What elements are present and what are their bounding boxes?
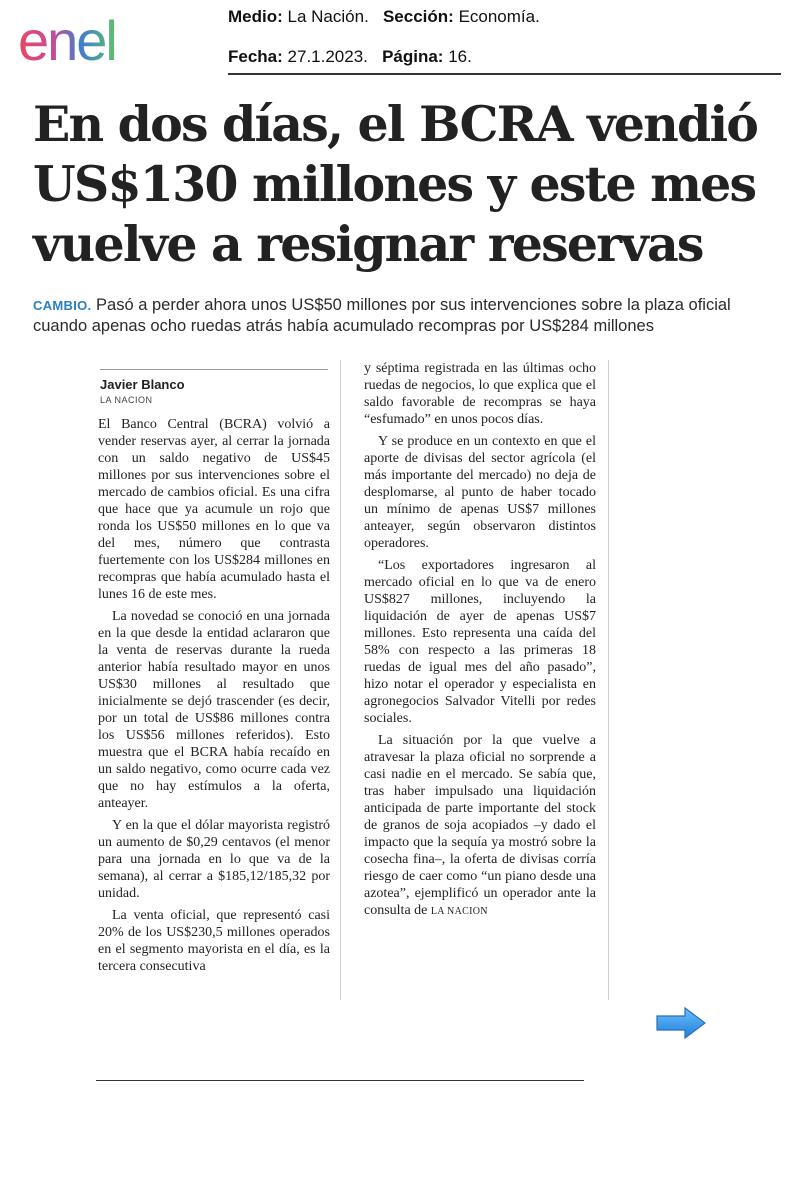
author-agency: LA NACION <box>100 395 153 405</box>
article-column-right <box>364 360 596 925</box>
headline-line-3: vuelve a resignar reservas <box>33 215 703 273</box>
pagina-label: Página: <box>382 47 444 66</box>
paragraph: Y en la que el dólar mayorista registró un aumento de $0,29 centavos (el menor para una jornada en lo que va de la semana), al cerrar a $185,12/185,32 por unidad. <box>98 818 330 901</box>
fecha-value: 27.1.2023. <box>287 47 368 66</box>
paragraph: El Banco Central (BCRA) volvió a vender reservas ayer, al cerrar la jornada con un saldo negativo de US$45 millones por sus intervenciones sobre el mercado de cambios oficial. Es una cifra que hace que ya acumule un rojo que ronda los US$50 millones en lo que va del mes, número que contrasta fuertemente con los US$284 millones en recompras que había acumulado hasta el lunes 16 de este mes. <box>98 417 330 602</box>
paragraph-last <box>364 732 596 920</box>
seccion-value: Economía. <box>458 7 540 26</box>
pagina-value: 16. <box>448 47 472 66</box>
header-medio-line <box>228 7 540 27</box>
article-headline <box>33 94 773 274</box>
fecha-label: Fecha: <box>228 47 283 66</box>
footer-divider <box>96 1080 584 1081</box>
medio-label: Medio: <box>228 7 283 26</box>
article-column-left <box>98 416 330 980</box>
enel-logo <box>18 14 178 70</box>
right-arrow-icon[interactable] <box>655 1006 707 1040</box>
paragraph-last-source: LA NACION <box>430 906 488 917</box>
paragraph-last-text: La situación por la que vuelve a atravesar la plaza oficial no sorprende a casi nadie en el mercado. Se sabía que, tras haber impulsado una liquidación anticipada de parte importante del stock de granos de soja acopiados –y dado el impacto que la sequía ya mostró sobre la cosecha fina–, la oferta de divisas corría riesgo de caer como “un piano desde una azotea”, ejemplificó un operador ante la consulta de <box>364 733 596 918</box>
paragraph: Y se produce en un contexto en que el aporte de divisas del sector agrícola (el más importante del mercado) no deja de desplomarse, al punto de haber tocado un mínimo de apenas US$7 millones anteayer, según observaron distintos operadores. <box>364 434 596 551</box>
byline-divider <box>100 369 328 370</box>
column-divider-left <box>340 360 341 1000</box>
header-divider <box>228 73 781 75</box>
medio-value: La Nación. <box>287 7 369 26</box>
paragraph: y séptima registrada en las últimas ocho ruedas de negocios, lo que explica que el saldo favorable de recompras se haya “esfumado” en unos pocos días. <box>364 361 596 427</box>
article-subhead <box>33 295 778 336</box>
seccion-label: Sección: <box>382 7 454 26</box>
author-name: Javier Blanco <box>100 377 185 392</box>
paragraph: La venta oficial, que representó casi 20% de los US$230,5 millones operados en el segmento mayorista en el día, es la tercera consecutiva <box>98 908 330 974</box>
paragraph: “Los exportadores ingresaron al mercado oficial en lo que va de enero US$827 millones, incluyendo la liquidación de ayer de apenas US$7 millones. Esto representa una caída del 58% con respecto a las primeras 18 ruedas de igual mes del año pasado”, hizo notar el operador y especialista en agronegocios Salvador Vitelli por redes sociales. <box>364 558 596 726</box>
headline-line-2: US$130 millones y este mes <box>33 155 756 213</box>
column-divider-right <box>608 360 609 1000</box>
logo-text: enel <box>18 14 116 70</box>
paragraph: La novedad se conoció en una jornada en la que desde la entidad aclararon que la venta de reservas durante la rueda anterior había resultado mayor en unos US$30 millones al resultado que inicialmente se dejó trascender (es decir, por un total de US$86 millones contra los US$56 millones referidos). Esto muestra que el BCRA había recaído en un saldo negativo, como ocurre cada vez que no hay estímulos a la oferta, anteayer. <box>98 609 330 811</box>
header-fecha-line <box>228 47 472 67</box>
subhead-text: Pasó a perder ahora unos US$50 millones por sus intervenciones sobre la plaza oficial cuando apenas ocho ruedas atrás había acumulado recompras por US$284 millones <box>33 296 731 335</box>
headline-line-1: En dos días, el BCRA vendió <box>33 95 758 153</box>
kicker: CAMBIO. <box>33 298 92 313</box>
